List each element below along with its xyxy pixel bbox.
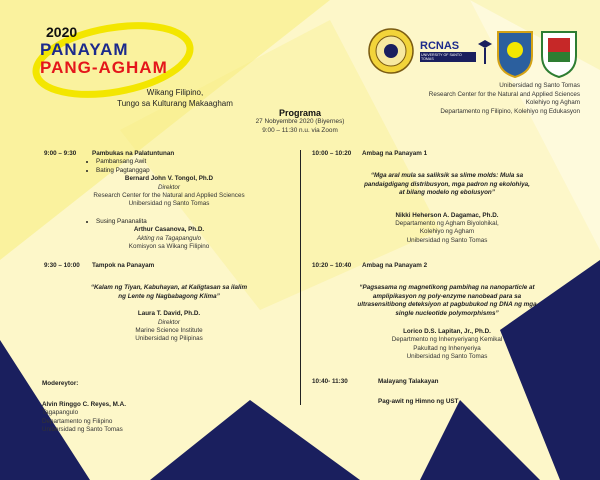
event-time: 9:30 – 10:00 [44, 262, 80, 269]
rcnas-label: RCNAS [420, 40, 460, 52]
event-heading [44, 150, 294, 158]
talk-title [312, 284, 582, 318]
event-title: Ambag na Panayam 1 [362, 150, 428, 157]
moderator-name: Alvin Ringgo C. Reyes, M.A. [42, 400, 126, 408]
speaker-name: Lorico D.S. Lapitan, Jr., Ph.D. [403, 328, 491, 336]
event-heading [312, 150, 582, 158]
speaker-affiliation: Kolehiyo ng Agham [419, 228, 475, 236]
speaker-name: Nikki Heherson A. Dagamac, Ph.D. [395, 211, 499, 219]
event-opening [44, 150, 294, 251]
speaker-role: Direktor [157, 318, 181, 326]
column-divider [300, 150, 301, 405]
institution-line: Research Center for the Natural and Applied Sciences [428, 90, 580, 98]
speaker-block [44, 226, 294, 251]
list-item: • Bating Pagtanggap [96, 167, 294, 175]
tagline-line: Wikang Filipino, [146, 88, 204, 97]
speaker-name: Bernard John V. Tongol, Ph.D [124, 175, 214, 183]
speaker-role: Akting na Tagapangulo [136, 234, 202, 242]
talk-title [312, 172, 582, 197]
tagline-line: Tungo sa Kulturang Makaagham [117, 99, 233, 108]
college-of-science-seal-icon [496, 28, 534, 78]
tagline [100, 87, 250, 109]
speaker-affiliation: Komisyon sa Wikang Filipino [128, 243, 210, 251]
list-item: • Susing Pananalita [96, 218, 294, 226]
speaker-name: Laura T. David, Ph.D. [137, 310, 201, 318]
talk-line: amplipikasyon ng poly-enzyme nanobead para sa [372, 292, 522, 300]
keynote-list [84, 218, 294, 226]
event-heading [312, 378, 582, 386]
moderator-label: Modereytor: [42, 380, 79, 387]
event-title: Malayang Talakayan [378, 378, 439, 385]
event-time: 10:40- 11:30 [312, 378, 348, 385]
speaker-affiliation: Departmento ng Inhenyeriyang Kemikal [391, 336, 503, 344]
event-heading [44, 262, 294, 270]
moderator-affiliation: Tagapangulo [42, 409, 79, 416]
moderator-affiliation: Departamento ng Filipino [42, 417, 113, 425]
talk-line: “Mga aral mula sa saliksik sa slime molds: Mula sa [370, 172, 524, 180]
mortarboard-icon [478, 36, 492, 66]
logo-line2: PANG-AGHAM [40, 58, 168, 77]
talk-line: at bilang modelo ng ebolusyon” [399, 189, 495, 197]
event-open-forum [312, 378, 582, 386]
talk-line: single nucleotide polymorphisms” [395, 309, 499, 317]
institution-block [380, 82, 580, 116]
list-item: • Pambansang Awit [96, 158, 294, 166]
talk-line: ultrasensitibong deteksiyon at pagbubukod ng DNA ng mga [357, 301, 537, 309]
institution-line: Unibersidad ng Santo Tomas [499, 82, 580, 89]
speaker-affiliation: Pakultad ng Inhenyeriya [413, 344, 481, 352]
moderator-block [42, 380, 126, 435]
logo-year: 2020 [46, 24, 78, 40]
speaker-affiliation: Unibersidad ng Pilipinas [135, 335, 203, 343]
event-title: Ambag na Panayam 2 [362, 262, 428, 269]
speaker-affiliation: Marine Science Institute [135, 327, 203, 335]
event-time: 9:00 – 9:30 [44, 150, 77, 157]
speaker-block [312, 212, 582, 246]
opening-list [84, 158, 294, 175]
event-time: 10:20 – 10:40 [312, 262, 352, 269]
speaker-block [44, 175, 294, 209]
institution-logos [368, 28, 580, 80]
rcnas-logo [420, 40, 476, 62]
speaker-block [312, 328, 582, 362]
event-title: Pag-awit ng Himno ng UST [378, 398, 459, 405]
event-contribution-1 [312, 150, 582, 245]
talk-line: “Pagsasama ng magnetikong pambihag na nanoparticle at [359, 284, 535, 292]
speaker-affiliation: Unibersidad ng Santo Tomas [406, 236, 488, 244]
department-of-filipino-seal-icon [540, 28, 578, 78]
university-seal-icon [368, 28, 414, 74]
talk-title [44, 284, 294, 301]
event-time: 10:00 – 10:20 [312, 150, 352, 157]
speaker-role: Direktor [157, 183, 181, 191]
speaker-affiliation: Departamento ng Agham Biyolohikal, [395, 220, 499, 228]
rcnas-sub: UNIVERSITY OF SANTO TOMAS [420, 52, 476, 62]
talk-line: “Kalam ng Tiyan, Kabuhayan, at Kaligtasan sa ilalim [90, 284, 248, 292]
speaker-block [44, 310, 294, 344]
event-title: Pambukas na Palatuntunan [92, 150, 175, 157]
talk-line: pandaigdigang distribusyon, mga padron ng ekolohiya, [364, 180, 530, 188]
moderator-affiliation: Unibersidad ng Santo Tomas [42, 426, 123, 433]
institution-line: Departamento ng Filipino, Kolehiyo ng Edukasyon [440, 107, 580, 115]
talk-line: ng Lente ng Nagbabagong Klima” [118, 292, 220, 300]
program-date: 27 Nobyembre 2020 (Biyernes) [255, 118, 345, 125]
program-time: 9:00 – 11:30 n.u. via Zoom [262, 126, 338, 134]
event-contribution-2 [312, 262, 582, 362]
speaker-name: Arthur Casanova, Ph.D. [133, 226, 205, 234]
program-title: Programa [278, 108, 322, 118]
speaker-affiliation: Unibersidad ng Santo Tomas [128, 200, 210, 208]
institution-line: Kolehiyo ng Agham [525, 99, 580, 107]
speaker-affiliation: Research Center for the Natural and Applied Sciences [93, 192, 245, 200]
event-title: Tampok na Panayam [92, 262, 155, 269]
event-heading [312, 262, 582, 270]
logo-line1: PANAYAM [40, 40, 129, 59]
event-hymn [378, 398, 578, 406]
program-header [225, 108, 375, 135]
speaker-affiliation: Unibersidad ng Santo Tomas [406, 353, 488, 361]
event-keynote [44, 262, 294, 344]
